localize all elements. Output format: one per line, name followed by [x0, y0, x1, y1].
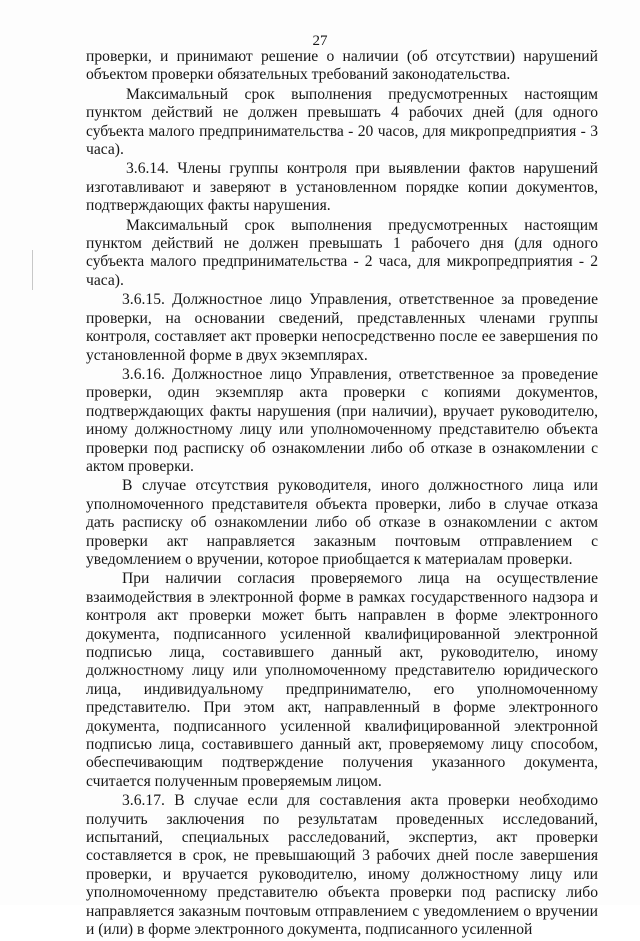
document-body — [86, 48, 598, 941]
paragraph-3-6-15: 3.6.15. Должностное лицо Управления, ответственное за проведение проверки, на основании сведений, представленных членами группы контроля, составляет акт проверки непосредственно после ее завершения по установленной форме в двух экземплярах. — [86, 291, 598, 364]
margin-mark — [32, 250, 33, 290]
paragraph-electronic-form: При наличии согласия проверяемого лица на осуществление взаимодействия в электронной форме в рамках государственного надзора и контроля акт проверки может быть направлен в форме электронного документа, подписанного усиленной квалифицированной электронной подписью лица, составившего данный акт, руководителю, иному должностному лицу или уполномоченному представителю юридического лица, индивидуальному предпринимателю, его уполномоченному представителю. При этом акт, направленный в форме электронного документа, подписанного усиленной квалифицированной электронной подписью лица, составившего данный акт, проверяемому лицу способом, обеспечивающим подтверждение получения указанного документа, считается полученным проверяемым лицом. — [86, 570, 598, 790]
paragraph-3-6-14: 3.6.14. Члены группы контроля при выявлении фактов нарушений изготавливают и заверяют в установленном порядке копии документов, подтверждающих факты нарушения. — [86, 160, 598, 215]
paragraph-3-6-17: 3.6.17. В случае если для составления акта проверки необходимо получить заключения по результатам проведенных исследований, испытаний, специальных расследований, экспертиз, акт проверки составляется в срок, не превышающий 3 рабочих дней после завершения проверки, и вручается руководителю, иному должностному лицу или уполномоченному представителю объекта проверки под расписку либо направляется заказным почтовым отправлением с уведомлением о вручении и (или) в форме электронного документа, подписанного усиленной — [86, 792, 598, 939]
paragraph-continuation: проверки, и принимают решение о наличии (об отсутствии) нарушений объектом проверки обязательных требований законодательства. — [86, 48, 598, 84]
paragraph-max-term-4-days: Максимальный срок выполнения предусмотренных настоящим пунктом действий не должен превышать 4 рабочих дней (для одного субъекта малого предпринимательства - 20 часов, для микропредприятия - 3 часа). — [86, 85, 598, 159]
paragraph-max-term-1-day: Максимальный срок выполнения предусмотренных настоящим пунктом действий не должен превышать 1 рабочего дня (для одного субъекта малого предпринимательства - 2 часа, для микропредприятия - 2 часа). — [86, 216, 598, 289]
page-number: 27 — [312, 33, 328, 49]
paragraph-3-6-16: 3.6.16. Должностное лицо Управления, ответственное за проведение проверки, один экземпляр акта проверки с копиями документов, подтверждающих факты нарушения (при наличии), вручает руководителю, иному должностному лицу или уполномоченному представителю объекта проверки под расписку об ознакомлении либо об отказе в ознакомлении с актом проверки. — [86, 365, 598, 475]
paragraph-absence-case: В случае отсутствия руководителя, иного должностного лица или уполномоченного представителя объекта проверки, либо в случае отказа дать расписку об ознакомлении либо об отказе в ознакомлении с актом проверки акт направляется заказным почтовым отправлением с уведомлением о вручении, которое приобщается к материалам проверки. — [86, 477, 598, 568]
